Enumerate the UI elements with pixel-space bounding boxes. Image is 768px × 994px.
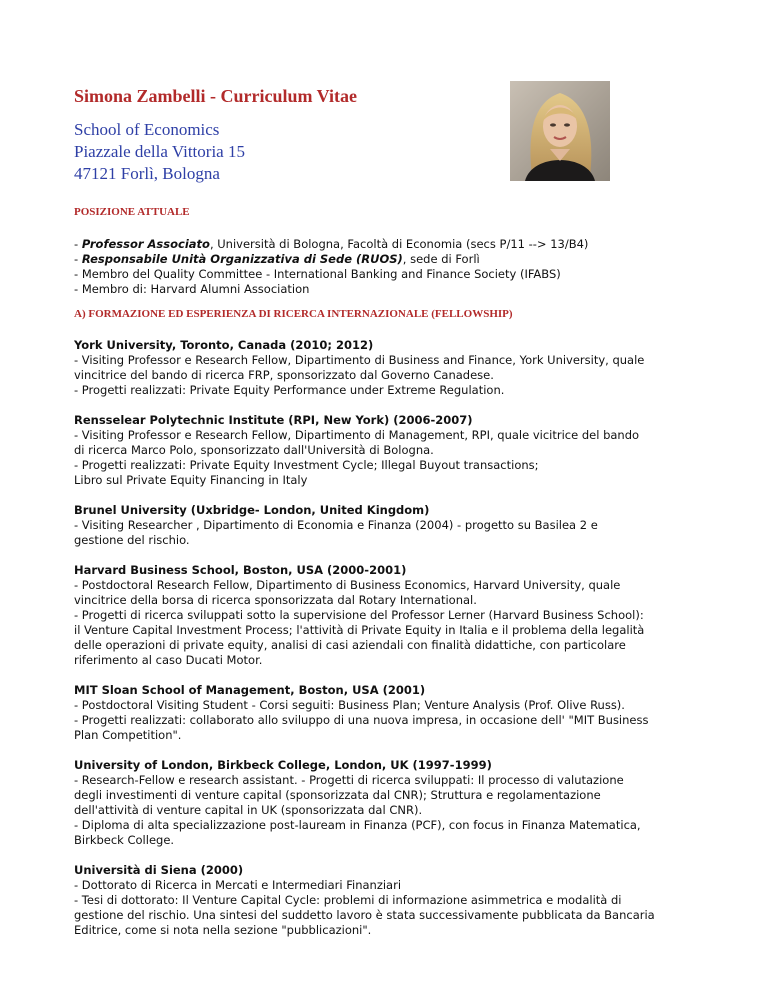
list-item [74,237,588,252]
entry-line: - Visiting Professor e Research Fellow, Dipartimento di Management, RPI, quale vicitrice del bando [74,428,640,442]
entry-line: Plan Competition". [74,728,182,742]
entry-line: - Postdoctoral Research Fellow, Dipartimento di Business Economics, Harvard University, quale [74,578,621,592]
entry-heading: York University, Toronto, Canada (2010; 2012) [74,338,374,352]
entry-heading: Rensselear Polytechnic Institute (RPI, New York) (2006-2007) [74,413,473,427]
entry-mit [74,683,704,743]
address-line: 47121 Forlì, Bologna [74,164,220,183]
role-detail: Membro di: Harvard Alumni Association [81,282,310,296]
list-item [74,282,588,297]
entry-brunel [74,503,704,548]
entry-siena [74,863,704,938]
entry-line: dell'attività di venture capital in UK (sponsorizzata dal CNR). [74,803,423,817]
entry-harvard [74,563,704,668]
entry-line: Editrice, come si nota nella sezione "pubblicazioni". [74,923,372,937]
entry-rpi [74,413,704,488]
cv-title: Simona Zambelli - Curriculum Vitae [74,86,357,106]
entry-line: gestione del rischio. Una sintesi del suddetto lavoro è stata successivamente pubblicata da Bancaria [74,908,655,922]
entry-line: - Research-Fellow e research assistant. - Progetti di ricerca sviluppati: Il processo di valutazione [74,773,624,787]
entry-heading: Harvard Business School, Boston, USA (2000-2001) [74,563,407,577]
entry-line: - Visiting Professor e Research Fellow, Dipartimento di Business and Finance, York University, quale [74,353,645,367]
entry-line: - Progetti realizzati: Private Equity Performance under Extreme Regulation. [74,383,505,397]
entry-line: vincitrice della borsa di ricerca sponsorizzata dal Rotary International. [74,593,477,607]
entry-line: il Venture Capital Investment Process; l'attività di Private Equity in Italia e il problema della legalità [74,623,645,637]
list-bullet: - [74,267,82,281]
posizione-list [74,237,588,297]
entry-heading: MIT Sloan School of Management, Boston, USA (2001) [74,683,426,697]
address-line: School of Economics [74,120,220,139]
role-detail: , Università di Bologna, Facoltà di Economia (secs P/11 --> 13/B4) [209,237,589,251]
entry-line: - Tesi di dottorato: Il Venture Capital Cycle: problemi di informazione asimmetrica e modalità di [74,893,622,907]
entry-line: - Progetti di ricerca sviluppati sotto la supervisione del Professor Lerner (Harvard Business School): [74,608,644,622]
entry-line: Libro sul Private Equity Financing in Italy [74,473,308,487]
list-item [74,267,588,282]
portrait-photo [510,81,610,181]
entry-heading: Brunel University (Uxbridge- London, United Kingdom) [74,503,430,517]
formazione-entries [74,338,704,953]
entry-line: - Diploma di alta specializzazione post-lauream in Finanza (PCF), con focus in Finanza Matematica, [74,818,641,832]
entry-line: Birkbeck College. [74,833,175,847]
entry-line: riferimento al caso Ducati Motor. [74,653,263,667]
entry-london [74,758,704,848]
entry-york [74,338,704,398]
role-detail: Membro del Quality Committee - International Banking and Finance Society (IFABS) [81,267,561,281]
entry-line: di ricerca Marco Polo, sponsorizzato dall'Università di Bologna. [74,443,434,457]
list-bullet: - [74,237,82,251]
role-detail: , sede di Forlì [402,252,480,266]
list-bullet: - [74,282,82,296]
entry-line: - Dottorato di Ricerca in Mercati e Intermediari Finanziari [74,878,402,892]
entry-line: degli investimenti di venture capital (sponsorizzata dal CNR); Struttura e regolamentazione [74,788,601,802]
list-bullet: - [74,252,82,266]
portrait-image [510,81,610,181]
role-name: Responsabile Unità Organizzativa di Sede (RUOS) [81,252,403,266]
entry-line: - Visiting Researcher , Dipartimento di Economia e Finanza (2004) - progetto su Basilea 2 e [74,518,598,532]
entry-line: - Progetti realizzati: Private Equity Investment Cycle; Illegal Buyout transactions; [74,458,539,472]
role-name: Professor Associato [81,237,210,251]
entry-heading: University of London, Birkbeck College, London, UK (1997-1999) [74,758,492,772]
entry-line: gestione del rischio. [74,533,190,547]
list-item [74,252,588,267]
entry-line: - Postdoctoral Visiting Student - Corsi seguiti: Business Plan; Venture Analysis (Prof. Olive Russ). [74,698,625,712]
entry-line: vincitrice del bando di ricerca FRP, sponsorizzato dal Governo Canadese. [74,368,494,382]
entry-heading: Università di Siena (2000) [74,863,244,877]
address-line: Piazzale della Vittoria 15 [74,142,245,161]
section-heading-formazione: A) FORMAZIONE ED ESPERIENZA DI RICERCA INTERNAZIONALE (FELLOWSHIP) [74,308,513,320]
entry-line: delle operazioni di private equity, analisi di casi aziendali con finalità didattiche, con particolare [74,638,626,652]
section-heading-posizione: POSIZIONE ATTUALE [74,206,190,218]
entry-line: - Progetti realizzati: collaborato allo sviluppo di una nuova impresa, in occasione dell' "MIT Business [74,713,649,727]
address-block [74,119,245,185]
